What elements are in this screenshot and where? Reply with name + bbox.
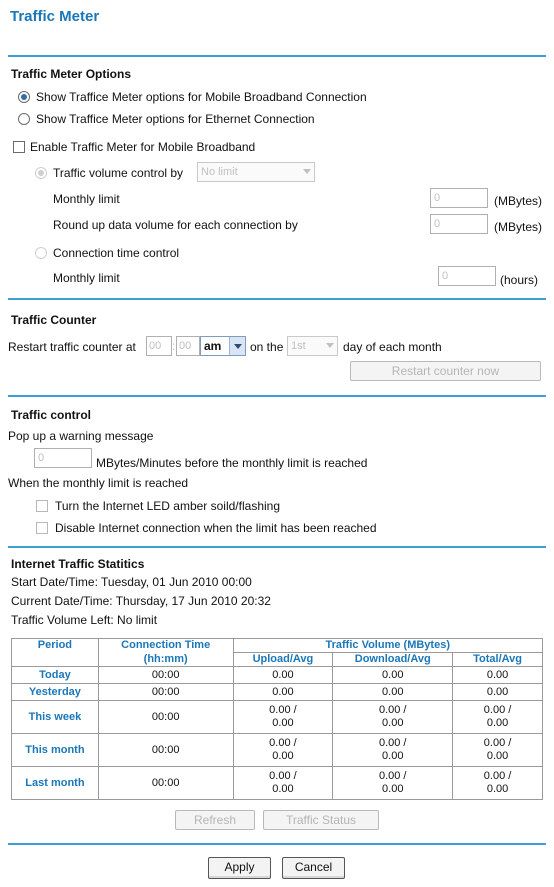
connection-time-cell [98,667,233,684]
apply-button[interactable]: Apply [208,857,271,879]
total-cell-value: 0.00 / [483,737,512,749]
connection-time-cell-value: 00:00 [151,685,180,698]
disable-internet-label: Disable Internet connection when the limit has been reached [55,521,377,535]
disable-internet-checkbox[interactable] [36,522,48,534]
download-cell [333,684,453,701]
total-cell-value: 0.00 / [483,704,512,716]
restart-counter-label: Restart traffic counter at [8,340,136,354]
section-divider [8,546,546,548]
control-heading: Traffic control [11,408,92,422]
table-row [12,767,543,800]
col-connection-units-header: (hh:mm) [98,653,233,667]
section-divider [8,55,546,57]
connection-time-cell [98,734,233,767]
period-cell [12,667,99,684]
volume-left: Traffic Volume Left: No limit [11,613,158,627]
upload-cell-avg-value: 0.00 [272,750,294,762]
current-datetime: Current Date/Time: Thursday, 17 Jun 2010 20:32 [11,594,271,608]
download-cell [333,767,453,800]
period-cell [12,701,99,734]
total-cell-value: 0.00 [486,668,509,681]
total-cell [453,667,543,684]
options-heading: Traffic Meter Options [11,67,132,81]
radio-volume-control[interactable] [35,167,47,179]
total-cell [453,684,543,701]
download-cell-value: 0.00 [382,685,404,698]
popup-warning-input[interactable] [34,448,92,468]
col-total-header: Total/Avg [453,653,543,667]
when-limit-reached-label: When the monthly limit is reached [8,476,189,490]
col-upload-header: Upload/Avg [233,653,333,667]
period-cell [12,767,99,800]
radio-connection-time-control[interactable] [35,247,47,259]
connection-time-cell-value: 00:00 [151,743,180,756]
upload-cell-value: 0.00 [272,668,294,681]
restart-counter-now-button[interactable]: Restart counter now [350,361,541,381]
ampm-value: am [204,339,222,353]
col-connection-time-header: Connection Time [98,639,233,653]
radio-ethernet[interactable] [18,113,30,125]
download-cell-avg-value: 0.00 [382,750,404,762]
total-cell [453,734,543,767]
download-cell-value: 0.00 / [378,704,407,716]
upload-cell-value: 0.00 / [269,770,297,782]
traffic-stats-table [11,638,543,800]
section-divider [8,843,546,845]
upload-cell-avg-value: 0.00 [272,717,294,729]
period-cell-value: This week [28,710,82,723]
day-value: 1st [291,340,306,352]
volume-control-select[interactable] [197,162,315,182]
chevron-down-icon [229,337,245,355]
download-cell [333,667,453,684]
connection-time-cell [98,767,233,800]
table-row [12,684,543,701]
total-cell [453,767,543,800]
monthly-limit-input[interactable] [430,188,488,208]
download-cell [333,734,453,767]
led-amber-checkbox[interactable] [36,500,48,512]
col-download-header: Download/Avg [333,653,453,667]
volume-control-value: No limit [201,166,238,178]
table-row [12,667,543,684]
period-cell-value: Yesterday [28,685,81,698]
connection-time-cell-value: 00:00 [151,776,180,789]
time-separator: : [172,339,176,353]
day-suffix-label: day of each month [343,340,442,354]
total-cell-avg-value: 0.00 [486,750,509,762]
enable-traffic-meter-label: Enable Traffic Meter for Mobile Broadband [30,140,256,154]
download-cell-avg-value: 0.00 [382,717,404,729]
chevron-down-icon [326,343,334,348]
popup-warning-label: Pop up a warning message [8,429,154,443]
period-cell [12,684,99,701]
upload-cell-value: 0.00 / [269,704,297,716]
time-monthly-limit-input[interactable] [438,266,496,286]
total-cell [453,701,543,734]
section-divider [8,298,546,300]
period-cell-value: Last month [25,776,85,789]
enable-traffic-meter-checkbox[interactable] [13,141,25,153]
restart-minute-input[interactable] [176,336,200,356]
monthly-limit-unit: (MBytes) [494,194,542,208]
traffic-status-button[interactable]: Traffic Status [263,810,379,830]
start-datetime: Start Date/Time: Tuesday, 01 Jun 2010 00:00 [11,575,252,589]
download-cell-value: 0.00 / [378,770,407,782]
roundup-unit: (MBytes) [494,220,542,234]
connection-time-cell-value: 00:00 [151,668,180,681]
download-cell-value: 0.00 / [378,737,407,749]
col-period-header: Period [12,639,99,667]
stats-heading: Internet Traffic Statitics [11,557,145,571]
connection-time-cell [98,684,233,701]
radio-mobile-broadband[interactable] [18,91,30,103]
total-cell-value: 0.00 [486,685,509,698]
monthly-limit-label: Monthly limit [53,192,120,206]
total-cell-avg-value: 0.00 [486,717,509,729]
time-monthly-limit-unit: (hours) [500,273,539,287]
connection-time-cell [98,701,233,734]
day-select[interactable] [287,336,338,356]
period-cell-value: This month [25,743,85,756]
table-row [12,734,543,767]
roundup-label: Round up data volume for each connection by [53,218,298,232]
upload-cell [233,767,333,800]
upload-cell-value: 0.00 [272,685,294,698]
upload-cell-avg-value: 0.00 [272,783,294,795]
col-traffic-volume-header: Traffic Volume (MBytes) [233,639,542,653]
upload-cell [233,734,333,767]
total-cell-value: 0.00 / [483,770,512,782]
radio-mobile-broadband-label: Show Traffice Meter options for Mobile Broadband Connection [36,90,367,104]
cancel-button[interactable]: Cancel [282,857,345,879]
on-the-label: on the [250,340,284,354]
upload-cell [233,684,333,701]
time-monthly-limit-label: Monthly limit [53,271,120,285]
counter-heading: Traffic Counter [11,313,97,327]
radio-ethernet-label: Show Traffice Meter options for Ethernet Connection [36,112,315,126]
download-cell-value: 0.00 [382,668,404,681]
download-cell-avg-value: 0.00 [382,783,404,795]
connection-time-control-label: Connection time control [53,246,180,260]
section-divider [8,395,546,397]
page-title: Traffic Meter [10,8,100,25]
total-cell-avg-value: 0.00 [486,783,509,795]
table-row [12,701,543,734]
connection-time-cell-value: 00:00 [151,710,180,723]
restart-hour-input[interactable] [146,336,172,356]
popup-warning-suffix: MBytes/Minutes before the monthly limit is reached [96,456,368,470]
download-cell [333,701,453,734]
refresh-button[interactable]: Refresh [175,810,255,830]
upload-cell-value: 0.00 / [269,737,297,749]
led-amber-label: Turn the Internet LED amber soild/flashing [55,499,281,513]
chevron-down-icon [303,169,311,174]
upload-cell [233,667,333,684]
upload-cell [233,701,333,734]
table-header-row [12,639,543,653]
volume-control-label: Traffic volume control by [53,166,184,180]
ampm-select[interactable] [200,336,246,356]
roundup-input[interactable] [430,214,488,234]
period-cell [12,734,99,767]
period-cell-value: Today [39,668,71,681]
